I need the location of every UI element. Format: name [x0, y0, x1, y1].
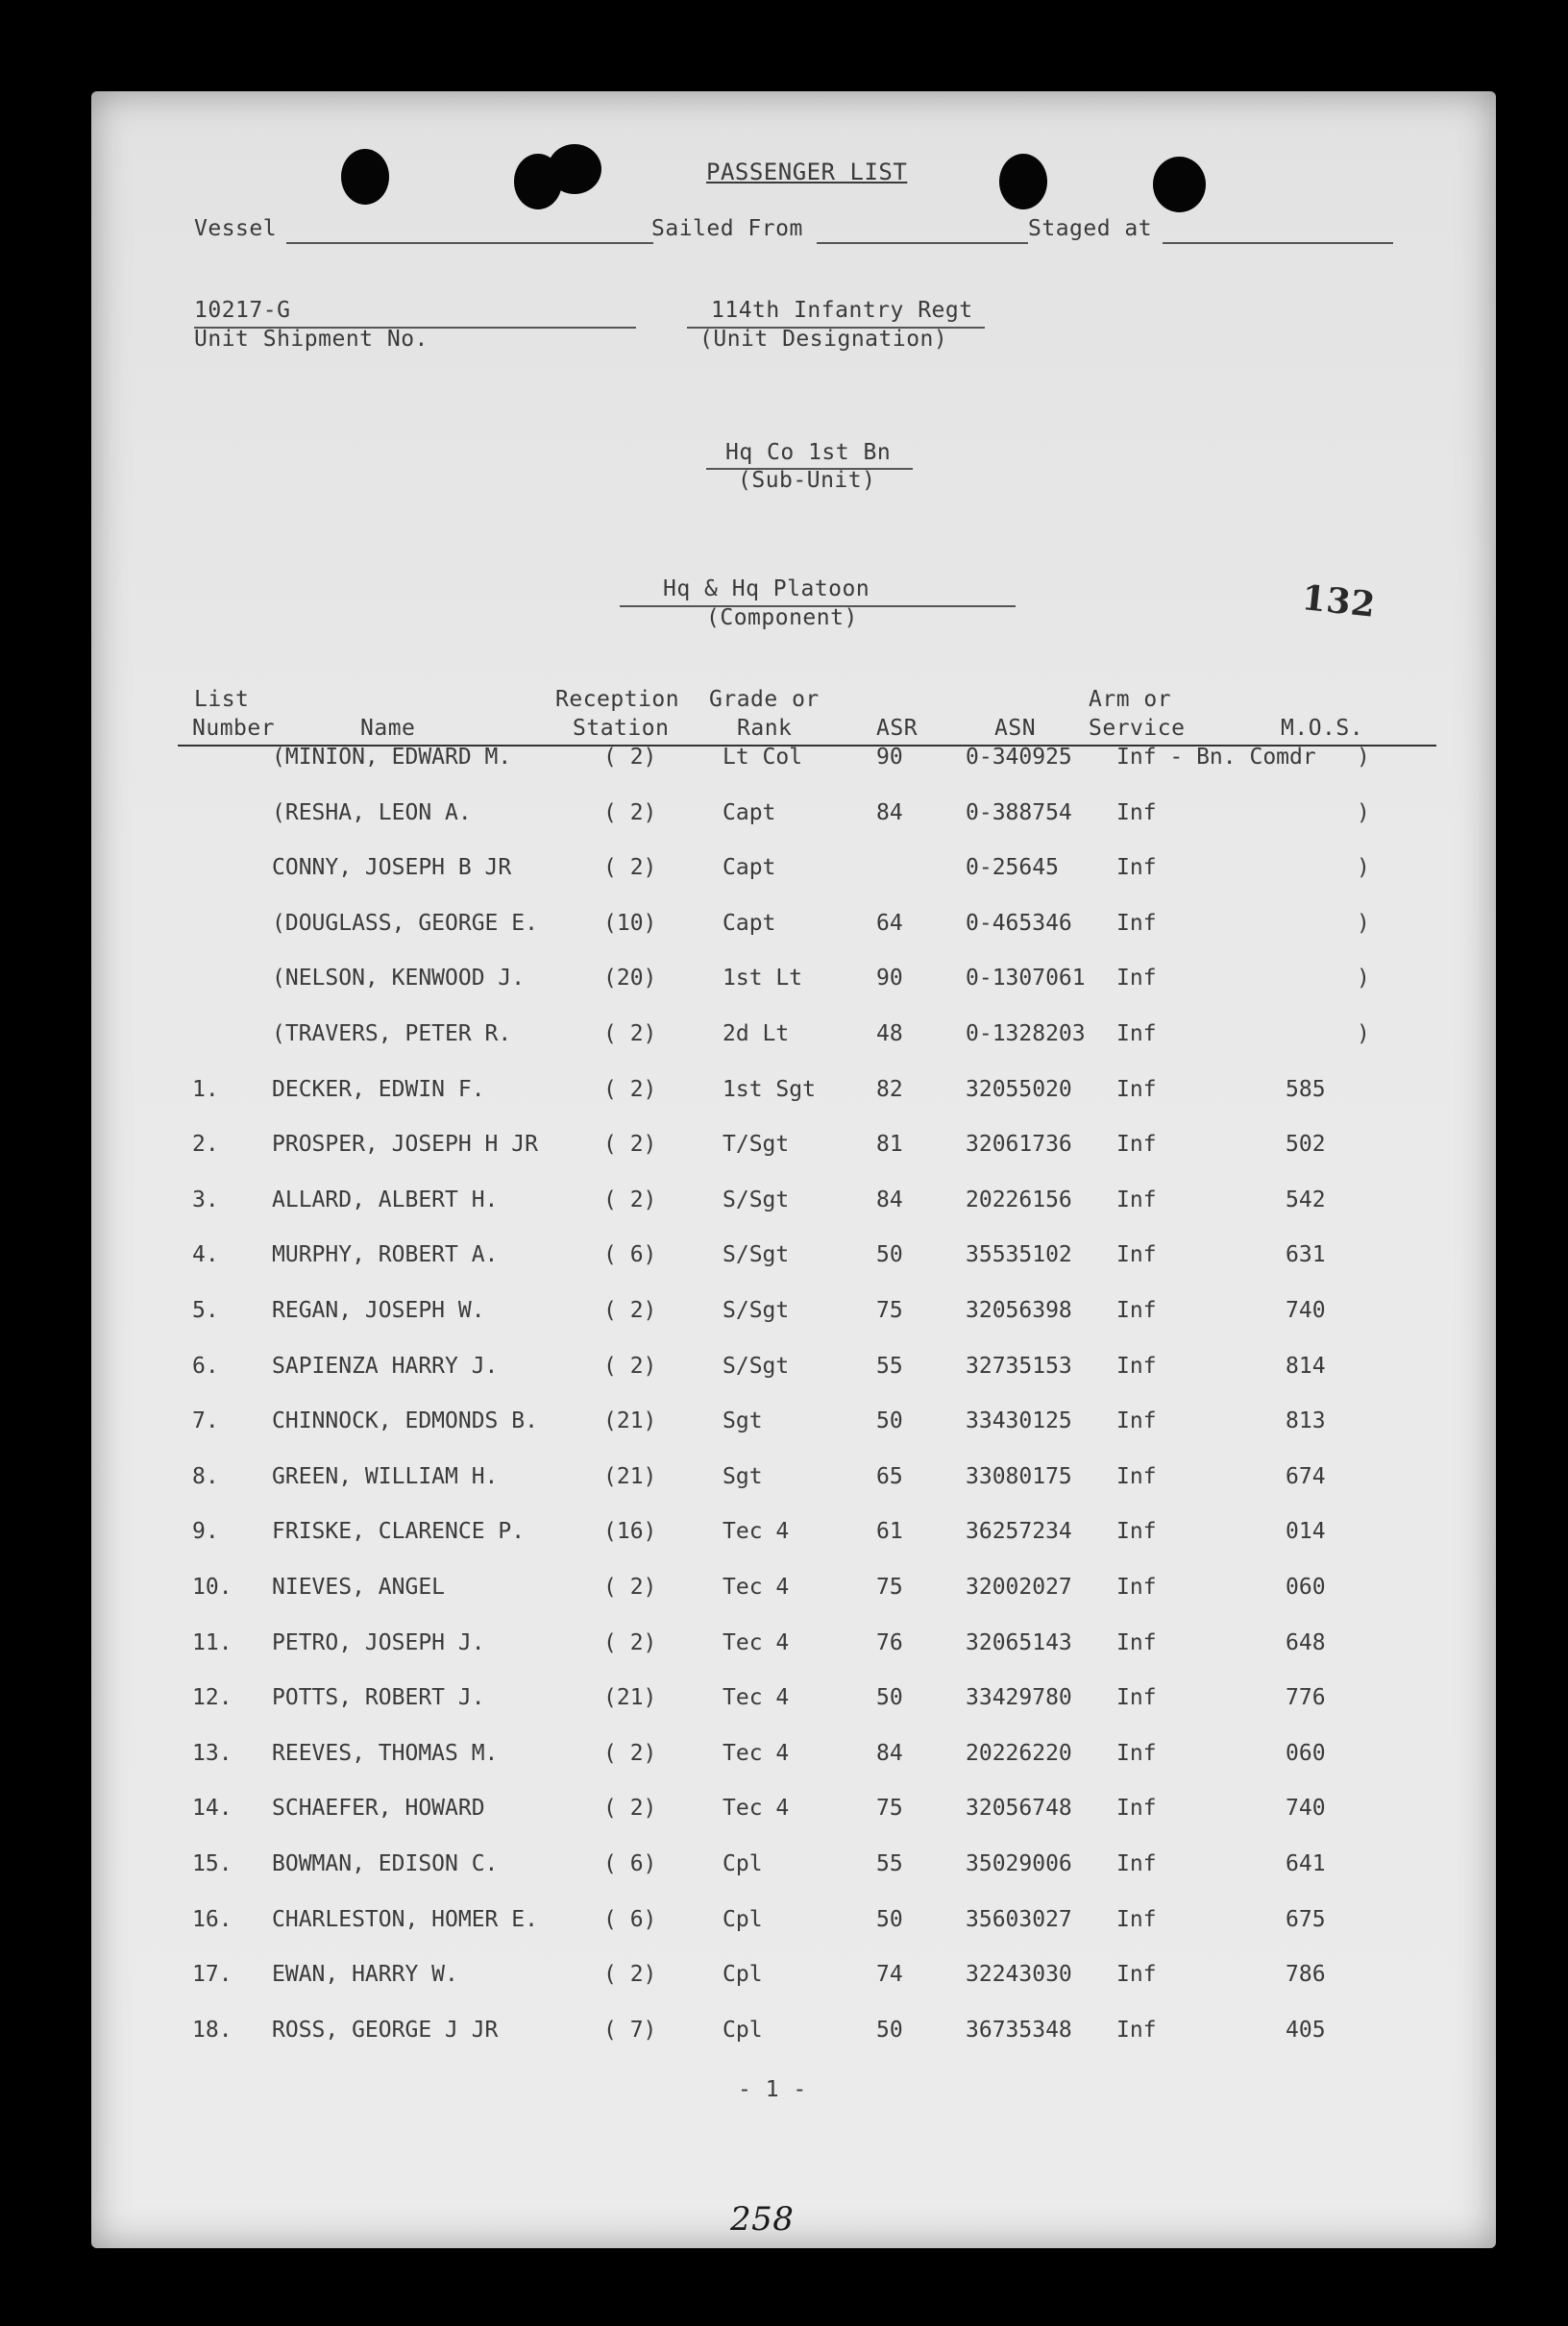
list-number-cell: 8. — [192, 1463, 219, 1489]
grade-cell: T/Sgt — [723, 1132, 790, 1158]
list-number-cell: 2. — [192, 1132, 219, 1158]
asr-cell: 50 — [876, 2017, 903, 2043]
mos-cell: 542 — [1286, 1187, 1326, 1212]
grade-cell: Tec 4 — [723, 1629, 790, 1655]
asr-cell: 75 — [876, 1575, 903, 1600]
asn-cell: 35603027 — [966, 1906, 1072, 1932]
table-row — [0, 1298, 1568, 1336]
grade-cell: 2d Lt — [723, 1021, 790, 1046]
asn-cell: 32056398 — [966, 1298, 1072, 1323]
name-cell: FRISKE, CLARENCE P. — [272, 1519, 526, 1545]
table-row — [0, 855, 1568, 894]
list-number-cell: 12. — [192, 1685, 233, 1711]
list-number-cell: 4. — [192, 1242, 219, 1268]
col-asn: ASN — [994, 716, 1037, 741]
sub-unit-value: Hq Co 1st Bn — [725, 440, 892, 465]
table-row — [0, 1132, 1568, 1170]
asr-cell: 84 — [876, 799, 903, 825]
name-cell: POTTS, ROBERT J. — [272, 1685, 485, 1711]
list-number-cell: 3. — [192, 1187, 219, 1212]
grade-cell: S/Sgt — [723, 1353, 790, 1379]
asn-cell: 32061736 — [966, 1132, 1072, 1158]
name-cell: CHARLESTON, HOMER E. — [272, 1906, 538, 1932]
col-asr: ASR — [876, 716, 919, 741]
stamp-number: 132 — [1300, 577, 1378, 625]
name-cell: REEVES, THOMAS M. — [272, 1740, 499, 1766]
list-number-cell: 9. — [192, 1519, 219, 1545]
mos-cell: 786 — [1286, 1962, 1326, 1988]
asn-cell: 32243030 — [966, 1962, 1072, 1988]
list-number-cell: 1. — [192, 1076, 219, 1102]
name-cell: PROSPER, JOSEPH H JR — [272, 1132, 538, 1158]
staged-at-line — [1163, 242, 1393, 244]
asn-cell: 0-340925 — [966, 745, 1072, 770]
asn-cell: 0-1307061 — [966, 966, 1086, 992]
mos-cell: 740 — [1286, 1796, 1326, 1822]
table-row — [0, 966, 1568, 1004]
col-mos: M.O.S. — [1281, 716, 1364, 741]
asn-cell: 33430125 — [966, 1408, 1072, 1434]
unit-shipment-number: 10217-G — [194, 298, 291, 323]
name-cell: ALLARD, ALBERT H. — [272, 1187, 499, 1212]
table-row — [0, 1685, 1568, 1724]
asr-cell: 64 — [876, 910, 903, 936]
station-cell: ( 2) — [603, 745, 657, 770]
name-cell: PETRO, JOSEPH J. — [272, 1629, 485, 1655]
arm-cell: Inf — [1116, 1242, 1157, 1268]
col-arm-1: Arm or — [1089, 687, 1172, 712]
name-cell: REGAN, JOSEPH W. — [272, 1298, 485, 1323]
col-name: Name — [360, 716, 416, 741]
station-cell: ( 2) — [603, 855, 657, 881]
grade-cell: Capt — [723, 910, 776, 936]
table-row — [0, 911, 1568, 949]
name-cell: BOWMAN, EDISON C. — [272, 1851, 499, 1876]
grade-cell: Capt — [723, 855, 776, 881]
table-row — [0, 1242, 1568, 1281]
unit-shipment-caption: Unit Shipment No. — [194, 327, 429, 352]
asn-cell: 32002027 — [966, 1575, 1072, 1600]
arm-cell: Inf — [1116, 1962, 1157, 1988]
arm-cell: Inf — [1116, 1685, 1157, 1711]
asr-cell: 74 — [876, 1962, 903, 1988]
mos-cell: 060 — [1286, 1575, 1326, 1600]
component-value: Hq & Hq Platoon — [663, 576, 870, 601]
station-cell: ( 2) — [603, 1298, 657, 1323]
station-cell: ( 7) — [603, 2017, 657, 2043]
asr-cell: 84 — [876, 1187, 903, 1212]
table-row — [0, 1962, 1568, 2000]
list-number-cell: 10. — [192, 1575, 233, 1600]
asn-cell: 35029006 — [966, 1851, 1072, 1876]
table-row — [0, 1796, 1568, 1834]
grade-cell: Tec 4 — [723, 1519, 790, 1545]
sub-unit-caption: (Sub-Unit) — [738, 468, 876, 493]
col-grade-2: Rank — [737, 716, 793, 741]
station-cell: ( 2) — [603, 1962, 657, 1988]
col-grade-1: Grade or — [709, 687, 820, 712]
unit-designation: 114th Infantry Regt — [711, 298, 973, 323]
station-cell: ( 2) — [603, 1353, 657, 1379]
list-number-cell: 16. — [192, 1906, 233, 1932]
table-row — [0, 1575, 1568, 1613]
arm-cell: Inf — [1116, 1851, 1157, 1876]
table-row — [0, 1077, 1568, 1115]
bracket-cell: ) — [1357, 1021, 1370, 1046]
document-title: PASSENGER LIST — [706, 159, 908, 185]
station-cell: ( 2) — [603, 1021, 657, 1046]
arm-cell: Inf — [1116, 855, 1157, 881]
name-cell: (MINION, EDWARD M. — [272, 745, 512, 770]
grade-cell: Lt Col — [723, 745, 803, 770]
table-row — [0, 1187, 1568, 1226]
asn-cell: 33080175 — [966, 1463, 1072, 1489]
name-cell: (DOUGLASS, GEORGE E. — [272, 910, 538, 936]
table-row — [0, 1630, 1568, 1669]
list-number-cell: 5. — [192, 1298, 219, 1323]
station-cell: (21) — [603, 1463, 657, 1489]
name-cell: SAPIENZA HARRY J. — [272, 1353, 499, 1379]
asn-cell: 33429780 — [966, 1685, 1072, 1711]
mos-cell: 631 — [1286, 1242, 1326, 1268]
arm-cell: Inf — [1116, 1796, 1157, 1822]
asn-cell: 32735153 — [966, 1353, 1072, 1379]
station-cell: (10) — [603, 910, 657, 936]
asr-cell: 55 — [876, 1353, 903, 1379]
vessel-line — [286, 242, 653, 244]
station-cell: ( 6) — [603, 1851, 657, 1876]
asn-cell: 0-388754 — [966, 799, 1072, 825]
grade-cell: S/Sgt — [723, 1187, 790, 1212]
col-list-2: Number — [192, 716, 276, 741]
mos-cell: 405 — [1286, 2017, 1326, 2043]
asn-cell: 36257234 — [966, 1519, 1072, 1545]
punch-hole — [548, 144, 601, 194]
station-cell: (21) — [603, 1685, 657, 1711]
punch-hole — [999, 154, 1047, 209]
table-row — [0, 745, 1568, 783]
asn-cell: 32055020 — [966, 1076, 1072, 1102]
name-cell: NIEVES, ANGEL — [272, 1575, 446, 1600]
table-row — [0, 1741, 1568, 1779]
asr-cell: 90 — [876, 745, 903, 770]
arm-cell: Inf — [1116, 1463, 1157, 1489]
table-row — [0, 1354, 1568, 1392]
list-number-cell: 6. — [192, 1353, 219, 1379]
grade-cell: Tec 4 — [723, 1796, 790, 1822]
station-cell: ( 2) — [603, 1740, 657, 1766]
arm-cell: Inf — [1116, 1575, 1157, 1600]
arm-cell: Inf — [1116, 966, 1157, 992]
asn-cell: 20226220 — [966, 1740, 1072, 1766]
asr-cell: 50 — [876, 1685, 903, 1711]
table-row — [0, 1464, 1568, 1503]
name-cell: SCHAEFER, HOWARD — [272, 1796, 485, 1822]
bracket-cell: ) — [1357, 966, 1370, 992]
asr-cell: 81 — [876, 1132, 903, 1158]
grade-cell: Cpl — [723, 1851, 763, 1876]
page-number: - 1 - — [738, 2077, 807, 2102]
bracket-cell: ) — [1357, 745, 1370, 770]
station-cell: ( 2) — [603, 1132, 657, 1158]
asr-cell: 76 — [876, 1629, 903, 1655]
arm-cell: Inf — [1116, 1076, 1157, 1102]
grade-cell: Cpl — [723, 1962, 763, 1988]
mos-cell: 641 — [1286, 1851, 1326, 1876]
mos-cell: 813 — [1286, 1408, 1326, 1434]
mos-cell: 776 — [1286, 1685, 1326, 1711]
table-row — [0, 1907, 1568, 1946]
station-cell: ( 2) — [603, 1187, 657, 1212]
name-cell: EWAN, HARRY W. — [272, 1962, 458, 1988]
asr-cell: 82 — [876, 1076, 903, 1102]
station-cell: ( 6) — [603, 1906, 657, 1932]
asr-cell: 65 — [876, 1463, 903, 1489]
table-row — [0, 2018, 1568, 2056]
table-row — [0, 800, 1568, 839]
table-row — [0, 1021, 1568, 1060]
table-row — [0, 1851, 1568, 1890]
mos-cell: 502 — [1286, 1132, 1326, 1158]
station-cell: ( 2) — [603, 1796, 657, 1822]
arm-cell: Inf — [1116, 1298, 1157, 1323]
asn-cell: 35535102 — [966, 1242, 1072, 1268]
grade-cell: Capt — [723, 799, 776, 825]
col-list-1: List — [194, 687, 250, 712]
mos-cell: 814 — [1286, 1353, 1326, 1379]
asr-cell: 48 — [876, 1021, 903, 1046]
mos-cell: 060 — [1286, 1740, 1326, 1766]
arm-cell: Inf — [1116, 1740, 1157, 1766]
grade-cell: Sgt — [723, 1408, 763, 1434]
asr-cell: 84 — [876, 1740, 903, 1766]
name-cell: (NELSON, KENWOOD J. — [272, 966, 526, 992]
asr-cell: 61 — [876, 1519, 903, 1545]
mos-cell: 648 — [1286, 1629, 1326, 1655]
grade-cell: S/Sgt — [723, 1298, 790, 1323]
list-number-cell: 11. — [192, 1629, 233, 1655]
asr-cell: 50 — [876, 1408, 903, 1434]
name-cell: DECKER, EDWIN F. — [272, 1076, 485, 1102]
grade-cell: Tec 4 — [723, 1575, 790, 1600]
grade-cell: Cpl — [723, 1906, 763, 1932]
station-cell: ( 2) — [603, 1629, 657, 1655]
grade-cell: Cpl — [723, 2017, 763, 2043]
mos-cell: 675 — [1286, 1906, 1326, 1932]
arm-cell: Inf — [1116, 1629, 1157, 1655]
name-cell: ROSS, GEORGE J JR — [272, 2017, 499, 2043]
bracket-cell: ) — [1357, 799, 1370, 825]
arm-cell: Inf — [1116, 910, 1157, 936]
grade-cell: S/Sgt — [723, 1242, 790, 1268]
arm-cell: Inf — [1116, 799, 1157, 825]
arm-cell: Inf — [1116, 1519, 1157, 1545]
arm-cell: Inf — [1116, 1408, 1157, 1434]
asr-cell: 90 — [876, 966, 903, 992]
arm-cell: Inf — [1116, 1021, 1157, 1046]
grade-cell: Tec 4 — [723, 1685, 790, 1711]
grade-cell: Tec 4 — [723, 1740, 790, 1766]
sailed-from-line — [817, 242, 1028, 244]
bracket-cell: ) — [1357, 855, 1370, 881]
arm-cell: Inf — [1116, 1132, 1157, 1158]
station-cell: ( 2) — [603, 1575, 657, 1600]
name-cell: MURPHY, ROBERT A. — [272, 1242, 499, 1268]
grade-cell: Sgt — [723, 1463, 763, 1489]
asr-cell: 50 — [876, 1242, 903, 1268]
grade-cell: 1st Lt — [723, 966, 803, 992]
asr-cell: 50 — [876, 1906, 903, 1932]
station-cell: ( 2) — [603, 1076, 657, 1102]
col-arm-2: Service — [1089, 716, 1186, 741]
name-cell: (TRAVERS, PETER R. — [272, 1021, 512, 1046]
mos-cell: 674 — [1286, 1463, 1326, 1489]
asr-cell: 75 — [876, 1298, 903, 1323]
col-reception-2: Station — [573, 716, 670, 741]
sailed-from-label: Sailed From — [651, 216, 803, 241]
name-cell: CONNY, JOSEPH B JR — [272, 855, 512, 881]
asr-cell: 55 — [876, 1851, 903, 1876]
station-cell: ( 6) — [603, 1242, 657, 1268]
list-number-cell: 14. — [192, 1796, 233, 1822]
component-caption: (Component) — [706, 605, 858, 630]
punch-hole — [341, 149, 389, 205]
list-number-cell: 15. — [192, 1851, 233, 1876]
mos-cell: 585 — [1286, 1076, 1326, 1102]
arm-cell: Inf - Bn. Comdr — [1116, 745, 1316, 770]
list-number-cell: 18. — [192, 2017, 233, 2043]
station-cell: (16) — [603, 1519, 657, 1545]
table-row — [0, 1519, 1568, 1557]
handwritten-number: 258 — [730, 2200, 795, 2239]
asn-cell: 32065143 — [966, 1629, 1072, 1655]
table-row — [0, 1408, 1568, 1447]
arm-cell: Inf — [1116, 2017, 1157, 2043]
mos-cell: 014 — [1286, 1519, 1326, 1545]
list-number-cell: 17. — [192, 1962, 233, 1988]
list-number-cell: 13. — [192, 1740, 233, 1766]
asn-cell: 0-465346 — [966, 910, 1072, 936]
name-cell: CHINNOCK, EDMONDS B. — [272, 1408, 538, 1434]
asn-cell: 32056748 — [966, 1796, 1072, 1822]
asn-cell: 0-25645 — [966, 855, 1059, 881]
col-reception-1: Reception — [555, 687, 680, 712]
list-number-cell: 7. — [192, 1408, 219, 1434]
staged-at-label: Staged at — [1028, 216, 1153, 241]
station-cell: (20) — [603, 966, 657, 992]
station-cell: (21) — [603, 1408, 657, 1434]
asn-cell: 20226156 — [966, 1187, 1072, 1212]
punch-hole — [1153, 157, 1206, 212]
arm-cell: Inf — [1116, 1187, 1157, 1212]
asr-cell: 75 — [876, 1796, 903, 1822]
name-cell: (RESHA, LEON A. — [272, 799, 472, 825]
unit-designation-caption: (Unit Designation) — [699, 327, 948, 352]
grade-cell: 1st Sgt — [723, 1076, 816, 1102]
vessel-label: Vessel — [194, 216, 278, 241]
bracket-cell: ) — [1357, 910, 1370, 936]
mos-cell: 740 — [1286, 1298, 1326, 1323]
name-cell: GREEN, WILLIAM H. — [272, 1463, 499, 1489]
asn-cell: 36735348 — [966, 2017, 1072, 2043]
asn-cell: 0-1328203 — [966, 1021, 1086, 1046]
station-cell: ( 2) — [603, 799, 657, 825]
arm-cell: Inf — [1116, 1906, 1157, 1932]
arm-cell: Inf — [1116, 1353, 1157, 1379]
